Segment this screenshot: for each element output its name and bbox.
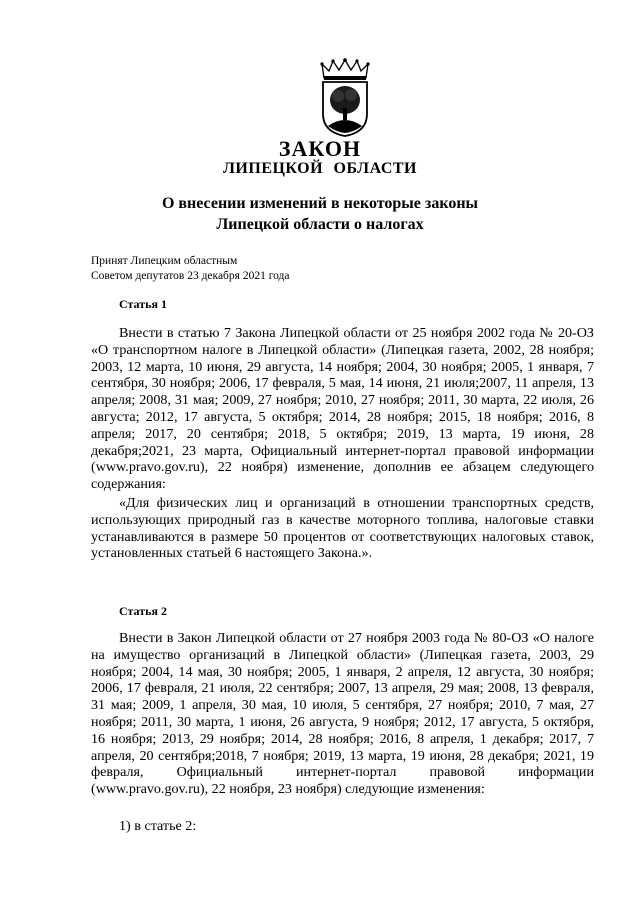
adoption-line-1: Принят Липецким областным (91, 255, 238, 267)
region-title: ЛИПЕЦКОЙ ОБЛАСТИ (223, 160, 417, 177)
subtitle-line-1: О внесении изменений в некоторые законы (161, 195, 479, 212)
article-1-paragraph-2: «Для физических лиц и организаций в отношении транспортных средств, использующих природный газ в качестве моторного топлива, налоговые ставки устанавливаются в размере 50 процентов от соответствующих налоговых ставок, установленных статьей 6 настоящего Закона.». (91, 495, 594, 562)
article-2-item-1: 1) в статье 2: (119, 818, 197, 834)
adoption-note (91, 254, 290, 284)
adoption-line-2: Советом депутатов 23 декабря 2021 года (91, 270, 290, 282)
coat-of-arms-icon (318, 58, 372, 138)
document-title: ЗАКОН (278, 136, 362, 161)
article-2-heading: Статья 2 (119, 604, 167, 618)
article-1-paragraph-1: Внести в статью 7 Закона Липецкой области от 25 ноября 2002 года № 20-ОЗ «О транспортном налоге в Липецкой области» (Липецкая газета, 2002, 28 ноября; 2003, 12 марта, 10 июня, 29 августа, 14 ноября; 2004, 30 ноября; 2005, 1 января, 7 сентября, 30 ноября; 2006, 17 февраля, 5 мая, 14 июня, 21 июля;2007, 11 апреля, 13 апреля; 2008, 31 мая; 2009, 27 ноября; 2010, 27 ноября; 2011, 30 марта, 22 июля, 26 августа; 2012, 17 августа, 5 октября; 2014, 28 ноября; 2015, 18 ноября; 2016, 8 апреля; 2017, 20 сентября; 2018, 5 октября; 2019, 13 марта, 19 июня, 28 декабря;2021, 23 марта, Официальный интернет-портал правовой информации (www.pravo.gov.ru), 22 ноября) изменение, дополнив ее абзацем следующего содержания: (91, 325, 594, 493)
subtitle-line-2: Липецкой области о налогах (216, 216, 424, 233)
article-2-paragraph-1: Внести в Закон Липецкой области от 27 ноября 2003 года № 80-ОЗ «О налоге на имущество организаций в Липецкой области» (Липецкая газета, 2003, 29 ноября; 2004, 14 мая, 30 ноября; 2005, 1 января, 2 апреля, 12 августа, 30 ноября; 2006, 17 февраля, 21 июля, 22 сентября; 2007, 13 апреля, 29 мая; 2008, 13 февраля, 31 мая; 2009, 1 апреля, 30 мая, 10 июля, 5 сентября, 27 ноября; 2010, 7 мая, 27 ноября; 2011, 30 марта, 1 июня, 26 августа, 9 ноября; 2012, 17 августа, 5 октября, 16 ноября; 2013, 29 ноября; 2014, 28 ноября; 2016, 8 апреля, 1 декабря; 2017, 7 апреля, 20 сентября;2018, 7 ноября; 2019, 13 марта, 19 июня, 28 декабря; 2021, 19 февраля, Официальный интернет-портал правовой информации (www.pravo.gov.ru), 22 ноября, 23 ноября) следующие изменения: (91, 630, 594, 798)
article-1-heading: Статья 1 (119, 297, 167, 311)
